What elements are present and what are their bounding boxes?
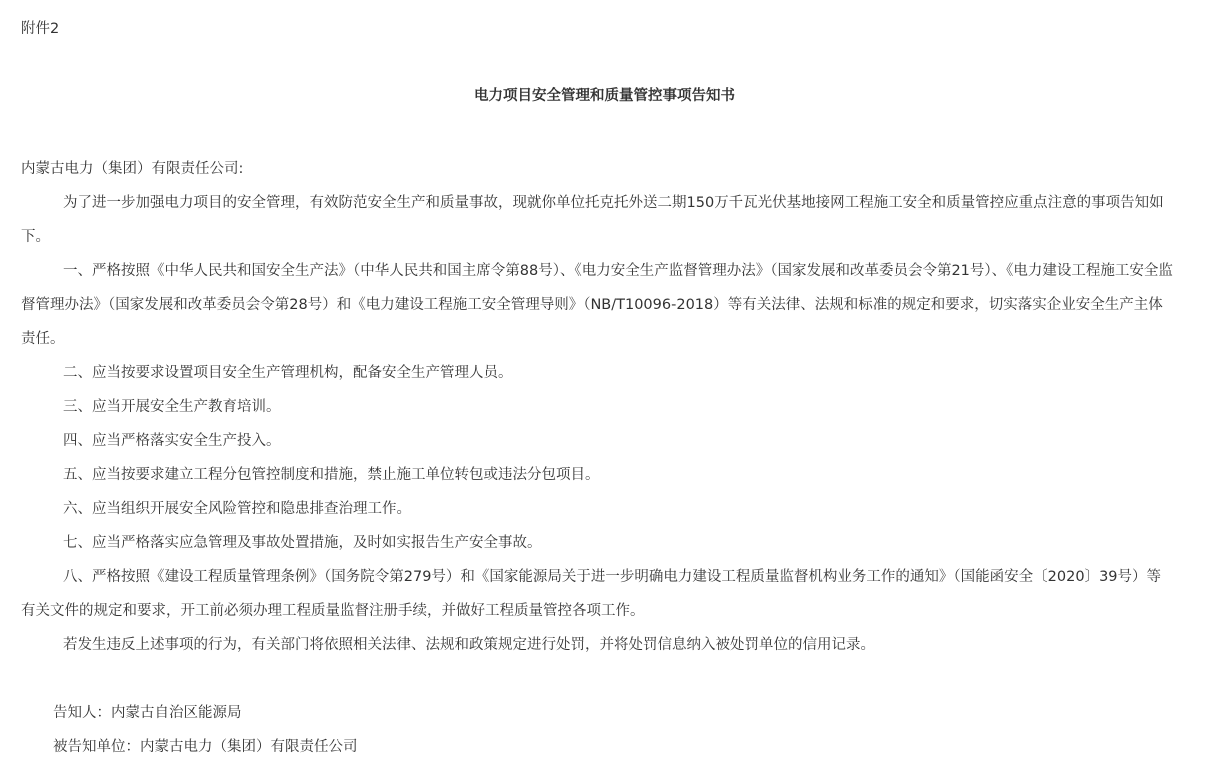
notified-unit-line: 被告知单位：内蒙古电力（集团）有限责任公司 [53,739,358,755]
item-paragraph: 二、应当按要求设置项目安全生产管理机构，配备安全生产管理人员。 [63,365,513,381]
document-body [21,152,1173,764]
item-paragraph: 八、严格按照《建设工程质量管理条例》（国务院令第279号）和《国家能源局关于进一步明确电力建设工程质量监督机构业务工作的通知》（国能函安全〔2020〕39号）等有关文件的规定和要求，开工前必须办理工程质量监督注册手续，并做好工程质量管控各项工作。 [21,569,1162,619]
item-paragraph: 三、应当开展安全生产教育培训。 [63,399,281,415]
document-title: 电力项目安全管理和质量管控事项告知书 [474,88,735,104]
intro-paragraph: 为了进一步加强电力项目的安全管理，有效防范安全生产和质量事故，现就你单位托克托外送二期150万千瓦光伏基地接网工程施工安全和质量管控应重点注意的事项告知如下。 [21,195,1164,245]
salutation: 内蒙古电力（集团）有限责任公司: [21,161,244,177]
spacer [21,662,1173,696]
item-paragraph: 六、应当组织开展安全风险管控和隐患排查治理工作。 [63,501,411,517]
item-paragraph: 四、应当严格落实安全生产投入。 [63,433,281,449]
notifier-line: 告知人：内蒙古自治区能源局 [53,705,242,721]
attachment-label: 附件2 [21,21,60,37]
item-paragraph: 五、应当按要求建立工程分包管控制度和措施，禁止施工单位转包或违法分包项目。 [63,467,600,483]
item-paragraph: 七、应当严格落实应急管理及事故处置措施，及时如实报告生产安全事故。 [63,535,542,551]
item-paragraph: 一、严格按照《中华人民共和国安全生产法》（中华人民共和国主席令第88号）、《电力安全生产监督管理办法》（国家发展和改革委员会令第21号）、《电力建设工程施工安全监督管理办法》（国家发展和改革委员会令第28号）和《电力建设工程施工安全管理导则》（NB/T10096-2018）等有关法律、法规和标准的规定和要求，切实落实企业安全生产主体责任。 [21,263,1173,347]
closing-paragraph: 若发生违反上述事项的行为，有关部门将依照相关法律、法规和政策规定进行处罚，并将处罚信息纳入被处罚单位的信用记录。 [63,637,875,653]
